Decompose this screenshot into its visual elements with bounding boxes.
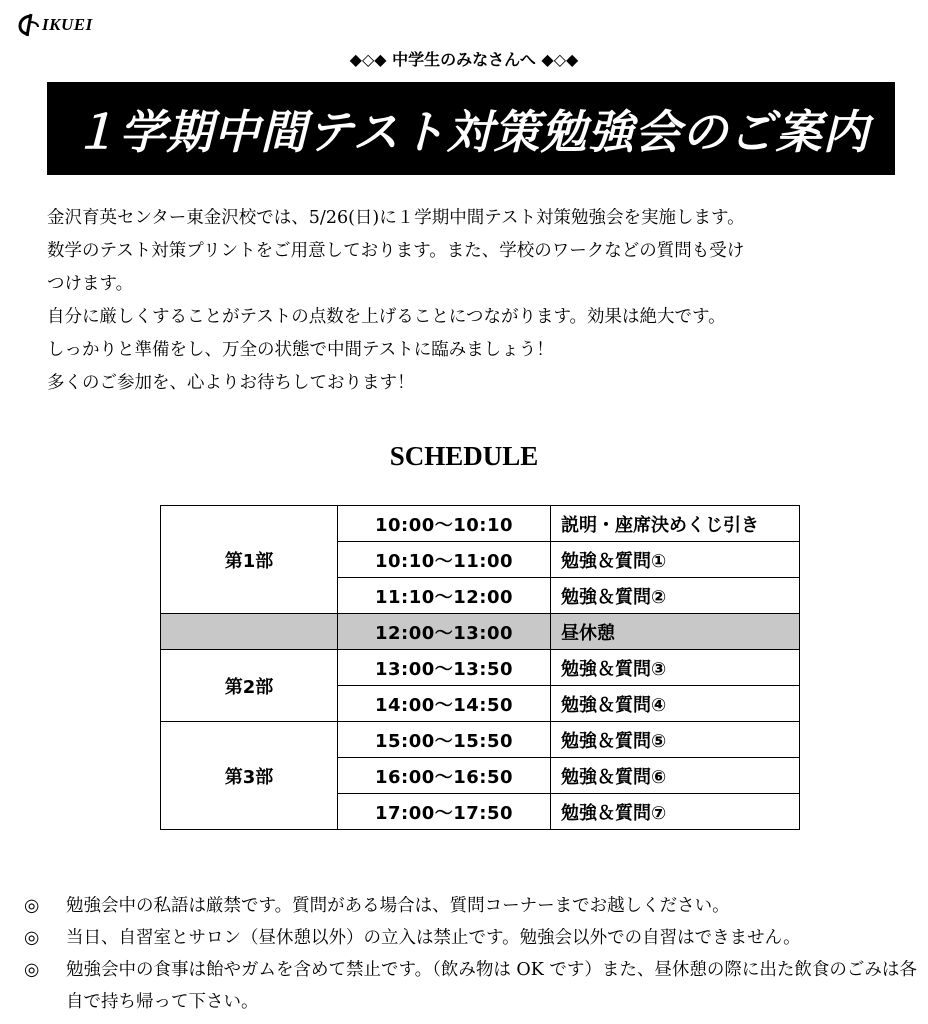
- time-cell: 10:10〜11:00: [338, 542, 551, 578]
- intro-line: しっかりと準備をし、万全の状態で中間テストに臨みましょう！: [47, 340, 554, 360]
- note-text: 勉強会中の私語は厳禁です。質問がある場合は、質問コーナーまでお越しください。: [66, 896, 730, 916]
- activity-cell: 勉強＆質問⑤: [551, 722, 800, 758]
- logo: [18, 12, 93, 38]
- intro-text: [47, 202, 907, 400]
- part-cell: 第2部: [161, 650, 338, 722]
- table-row: [161, 650, 800, 686]
- time-cell: 16:00〜16:50: [338, 758, 551, 794]
- logo-text: IKUEI: [42, 15, 93, 34]
- time-cell: 17:00〜17:50: [338, 794, 551, 830]
- time-cell: 11:10〜12:00: [338, 578, 551, 614]
- ikuei-logo-icon: [18, 13, 40, 37]
- activity-cell: 勉強＆質問④: [551, 686, 800, 722]
- activity-cell: 勉強＆質問③: [551, 650, 800, 686]
- double-circle-icon: ◎: [24, 960, 40, 980]
- activity-cell: 勉強＆質問⑥: [551, 758, 800, 794]
- list-item: [24, 890, 919, 922]
- lunch-row: [161, 614, 800, 650]
- table-row: [161, 722, 800, 758]
- title-banner: [47, 82, 895, 175]
- note-text: 当日、自習室とサロン（昼休憩以外）の立入は禁止です。勉強会以外での自習はできません。: [66, 928, 801, 948]
- intro-line: 多くのご参加を、心よりお待ちしております！: [47, 373, 415, 393]
- schedule-table: [160, 505, 800, 830]
- activity-cell: 説明・座席決めくじ引き: [551, 506, 800, 542]
- list-item: [24, 954, 919, 1018]
- list-item: [24, 922, 919, 954]
- table-row: [161, 506, 800, 542]
- double-circle-icon: ◎: [24, 896, 40, 916]
- note-text: 勉強会中の食事は飴やガムを含めて禁止です。（飲み物は OK です）また、昼休憩の際に出た飲食のごみは各自で持ち帰って下さい。: [66, 960, 917, 1012]
- activity-cell: 勉強＆質問②: [551, 578, 800, 614]
- time-cell: 10:00〜10:10: [338, 506, 551, 542]
- activity-cell: 昼休憩: [551, 614, 800, 650]
- notes-list: [24, 890, 919, 1018]
- part-cell: 第3部: [161, 722, 338, 830]
- double-circle-icon: ◎: [24, 928, 40, 948]
- part-cell-empty: [161, 614, 338, 650]
- activity-cell: 勉強＆質問①: [551, 542, 800, 578]
- intro-line: 金沢育英センター東金沢校では、5/26(日)に１学期中間テスト対策勉強会を実施します。: [47, 208, 745, 228]
- audience-kicker: ◆◇◆ 中学生のみなさんへ ◆◇◆: [349, 50, 579, 69]
- time-cell: 13:00〜13:50: [338, 650, 551, 686]
- intro-line: 数学のテスト対策プリントをご用意しております。また、学校のワークなどの質問も受け: [47, 241, 745, 261]
- intro-line: 自分に厳しくすることがテストの点数を上げることにつながります。効果は絶大です。: [47, 307, 726, 327]
- time-cell: 14:00〜14:50: [338, 686, 551, 722]
- intro-line: つけます。: [47, 274, 134, 294]
- page-title: １学期中間テスト対策勉強会のご案内: [72, 104, 870, 159]
- part-cell: 第1部: [161, 506, 338, 614]
- activity-cell: 勉強＆質問⑦: [551, 794, 800, 830]
- time-cell: 15:00〜15:50: [338, 722, 551, 758]
- time-cell: 12:00〜13:00: [338, 614, 551, 650]
- schedule-heading: SCHEDULE: [389, 441, 539, 471]
